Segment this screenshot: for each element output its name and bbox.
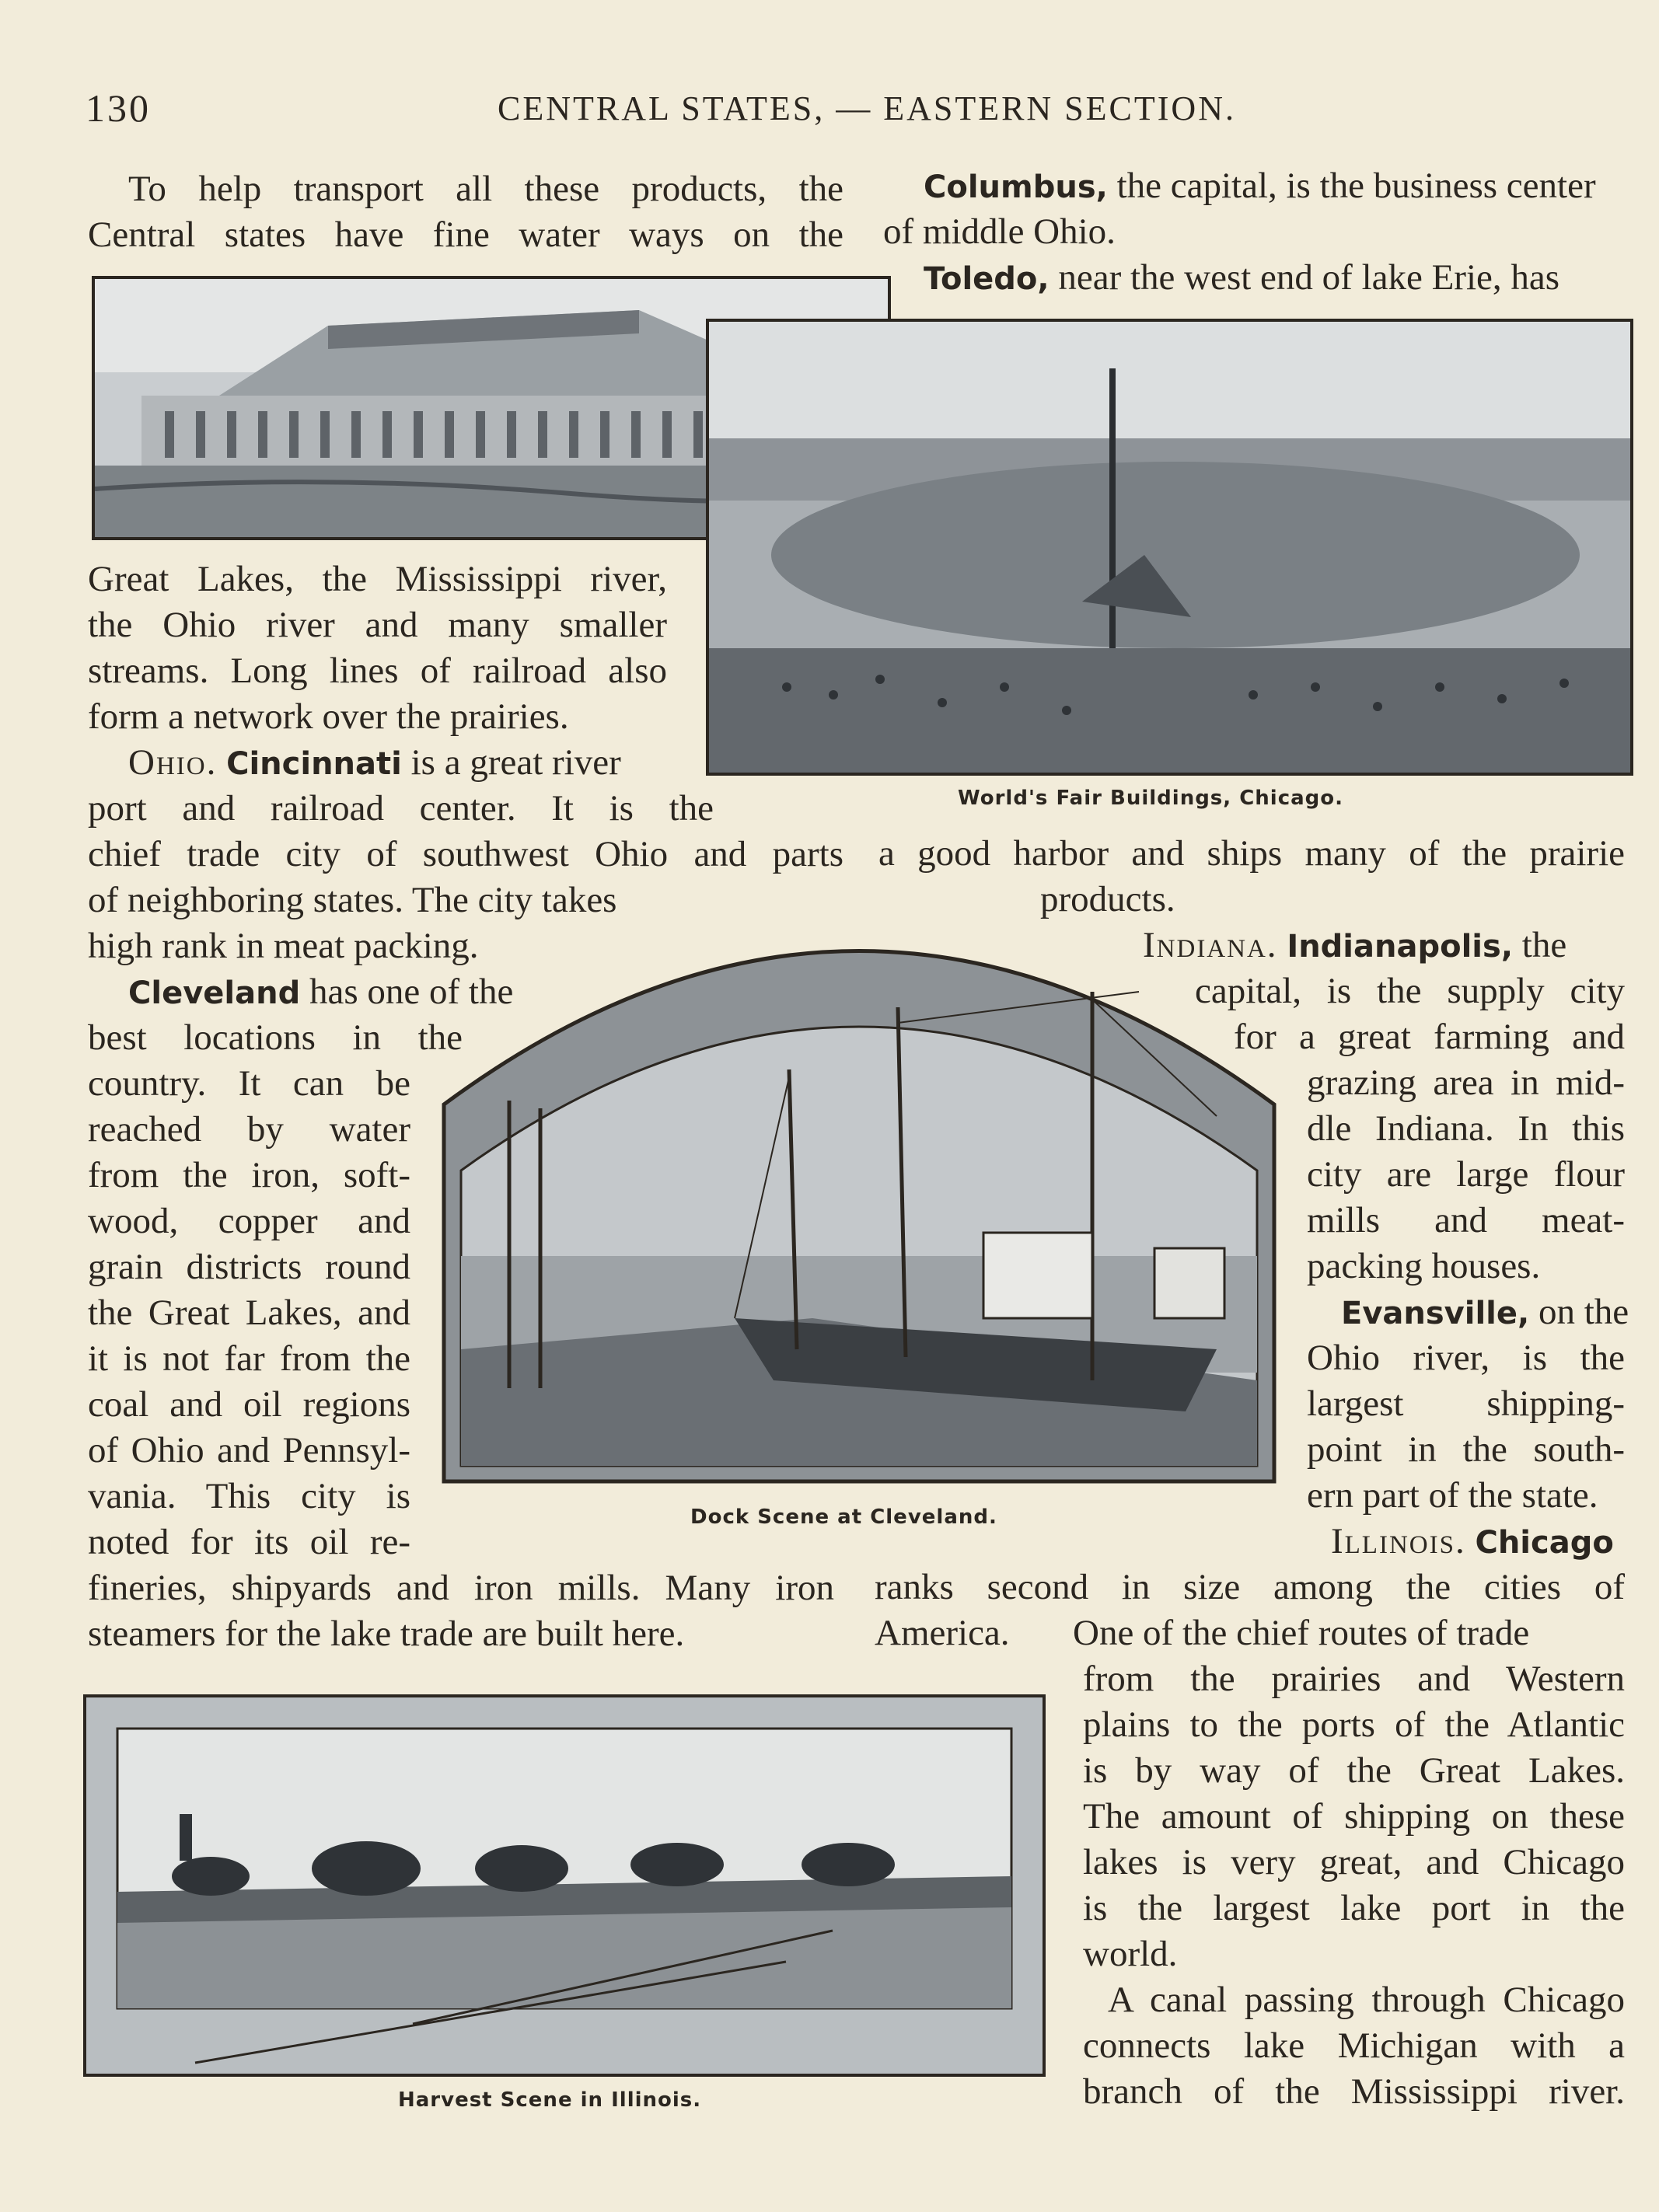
cincinnati-city-name: Cincinnati xyxy=(226,746,402,782)
ohio-paragraph-line: port and railroad center. It is the xyxy=(88,788,714,829)
indiana-paragraph-line xyxy=(1143,923,1566,970)
ohio-paragraph-line: chief trade city of southwest Ohio and parts xyxy=(88,834,843,874)
caption-harvest: Harvest Scene in Illinois. xyxy=(398,2088,702,2112)
paragraph-transport-line: streams. Long lines of railroad also xyxy=(88,651,667,691)
paragraph-transport-line: form a network over the prairies. xyxy=(88,696,569,737)
cleveland-paragraph-line: vania. This city is xyxy=(88,1476,410,1516)
page-header xyxy=(86,85,1612,132)
cleveland-paragraph-line: wood, copper and xyxy=(88,1201,410,1241)
ohio-paragraph-line: high rank in meat packing. xyxy=(88,926,479,966)
cleveland-paragraph-line: reached by water xyxy=(88,1109,410,1150)
illinois-paragraph-line xyxy=(875,1610,1625,1656)
indiana-paragraph-line: capital, is the supply city xyxy=(1195,971,1625,1011)
illinois-state-heading: Illinois. xyxy=(1331,1521,1466,1561)
columbus-paragraph-line xyxy=(924,163,1596,211)
indiana-line-text: the xyxy=(1513,925,1567,965)
toledo-line-text: near the west end of lake Erie, has xyxy=(1049,257,1560,298)
toledo-paragraph-line xyxy=(924,255,1559,302)
ohio-paragraph-line: of neighboring states. The city takes xyxy=(88,880,617,920)
paragraph-transport-line: Great Lakes, the Mississippi river, xyxy=(88,559,667,599)
illinois-paragraph-line: world. xyxy=(1083,1934,1178,1974)
indiana-paragraph-line: packing houses. xyxy=(1307,1246,1541,1286)
cleveland-paragraph-line xyxy=(128,969,513,1017)
cleveland-city-name: Cleveland xyxy=(128,975,301,1011)
illinois-paragraph-line: connects lake Michigan with a xyxy=(1083,2025,1625,2066)
cleveland-paragraph-line: the Great Lakes, and xyxy=(88,1293,410,1333)
illinois-line-text: America. xyxy=(875,1613,1010,1653)
cleveland-paragraph-line: from the iron, soft- xyxy=(88,1155,410,1195)
indiana-paragraph-line: for a great farming and xyxy=(1234,1017,1625,1057)
ohio-state-heading: Ohio. xyxy=(128,742,218,783)
caption-dock: Dock Scene at Cleveland. xyxy=(690,1505,997,1529)
cleveland-paragraph-line: fineries, shipyards and iron mills. Many iron xyxy=(88,1568,834,1608)
illinois-paragraph-line xyxy=(1331,1519,1614,1566)
columbus-line-text: the capital, is the business center xyxy=(1107,166,1596,206)
indiana-paragraph-line: mills and meat- xyxy=(1307,1200,1625,1240)
illinois-paragraph-line: branch of the Mississippi river. xyxy=(1083,2071,1625,2112)
toledo-paragraph-line: a good harbor and ships many of the prairie xyxy=(878,833,1625,874)
cleveland-line-text: has one of the xyxy=(300,972,514,1012)
indiana-paragraph-line: city are large flour xyxy=(1307,1154,1625,1195)
evansville-paragraph-line: Ohio river, is the xyxy=(1307,1338,1625,1378)
indianapolis-city-name: Indianapolis, xyxy=(1287,929,1514,965)
chicago-city-name: Chicago xyxy=(1475,1525,1614,1561)
cleveland-paragraph-line: country. It can be xyxy=(88,1063,410,1104)
paragraph-transport-line: Central states have fine water ways on the xyxy=(88,215,843,255)
evansville-paragraph-line: point in the south- xyxy=(1307,1429,1625,1470)
paragraph-transport-line: To help transport all these products, the xyxy=(128,169,843,209)
evansville-paragraph-line xyxy=(1341,1289,1629,1337)
illinois-paragraph-line: is the largest lake port in the xyxy=(1083,1888,1625,1928)
cleveland-paragraph-line: best locations in the xyxy=(88,1017,463,1058)
page-number: 130 xyxy=(86,86,151,130)
running-title: CENTRAL STATES, — EASTERN SECTION. xyxy=(498,89,1236,127)
cleveland-paragraph-line: it is not far from the xyxy=(88,1338,410,1379)
cleveland-paragraph-line: steamers for the lake trade are built here. xyxy=(88,1614,685,1654)
columbus-city-name: Columbus, xyxy=(924,169,1108,205)
evansville-line-text: on the xyxy=(1529,1292,1629,1332)
evansville-paragraph-line: ern part of the state. xyxy=(1307,1475,1598,1516)
illinois-line-text: One of the chief routes of trade xyxy=(1073,1613,1530,1653)
indiana-paragraph-line: dle Indiana. In this xyxy=(1307,1108,1625,1149)
indiana-paragraph-line: grazing area in mid- xyxy=(1307,1062,1625,1103)
illinois-paragraph-line: The amount of shipping on these xyxy=(1083,1796,1625,1837)
ohio-paragraph-line xyxy=(128,740,621,787)
worlds-fair-court-image xyxy=(706,319,1633,776)
evansville-city-name: Evansville, xyxy=(1341,1296,1530,1331)
columbus-paragraph-line: of middle Ohio. xyxy=(883,211,1116,252)
illinois-paragraph-line: is by way of the Great Lakes. xyxy=(1083,1750,1625,1791)
illinois-paragraph-line: A canal passing through Chicago xyxy=(1108,1980,1625,2020)
cleveland-paragraph-line: noted for its oil re- xyxy=(88,1522,410,1562)
indiana-state-heading: Indiana. xyxy=(1143,925,1278,965)
illinois-paragraph-line: plains to the ports of the Atlantic xyxy=(1083,1704,1625,1745)
paragraph-transport-line: the Ohio river and many smaller xyxy=(88,605,667,645)
toledo-city-name: Toledo, xyxy=(924,261,1050,297)
cleveland-paragraph-line: of Ohio and Pennsyl- xyxy=(88,1430,410,1471)
illinois-paragraph-line: ranks second in size among the cities of xyxy=(875,1567,1625,1607)
evansville-paragraph-line: largest shipping- xyxy=(1307,1383,1625,1424)
illinois-paragraph-line: from the prairies and Western xyxy=(1083,1659,1625,1699)
ohio-line-text: is a great river xyxy=(401,742,621,783)
harvest-scene-image xyxy=(83,1694,1046,2077)
caption-worlds-fair: World's Fair Buildings, Chicago. xyxy=(958,787,1344,810)
illinois-paragraph-line: lakes is very great, and Chicago xyxy=(1083,1842,1625,1882)
toledo-paragraph-line: products. xyxy=(1040,879,1175,919)
cleveland-paragraph-line: coal and oil regions xyxy=(88,1384,410,1425)
cleveland-paragraph-line: grain districts round xyxy=(88,1247,410,1287)
dock-scene-image xyxy=(439,914,1279,1486)
